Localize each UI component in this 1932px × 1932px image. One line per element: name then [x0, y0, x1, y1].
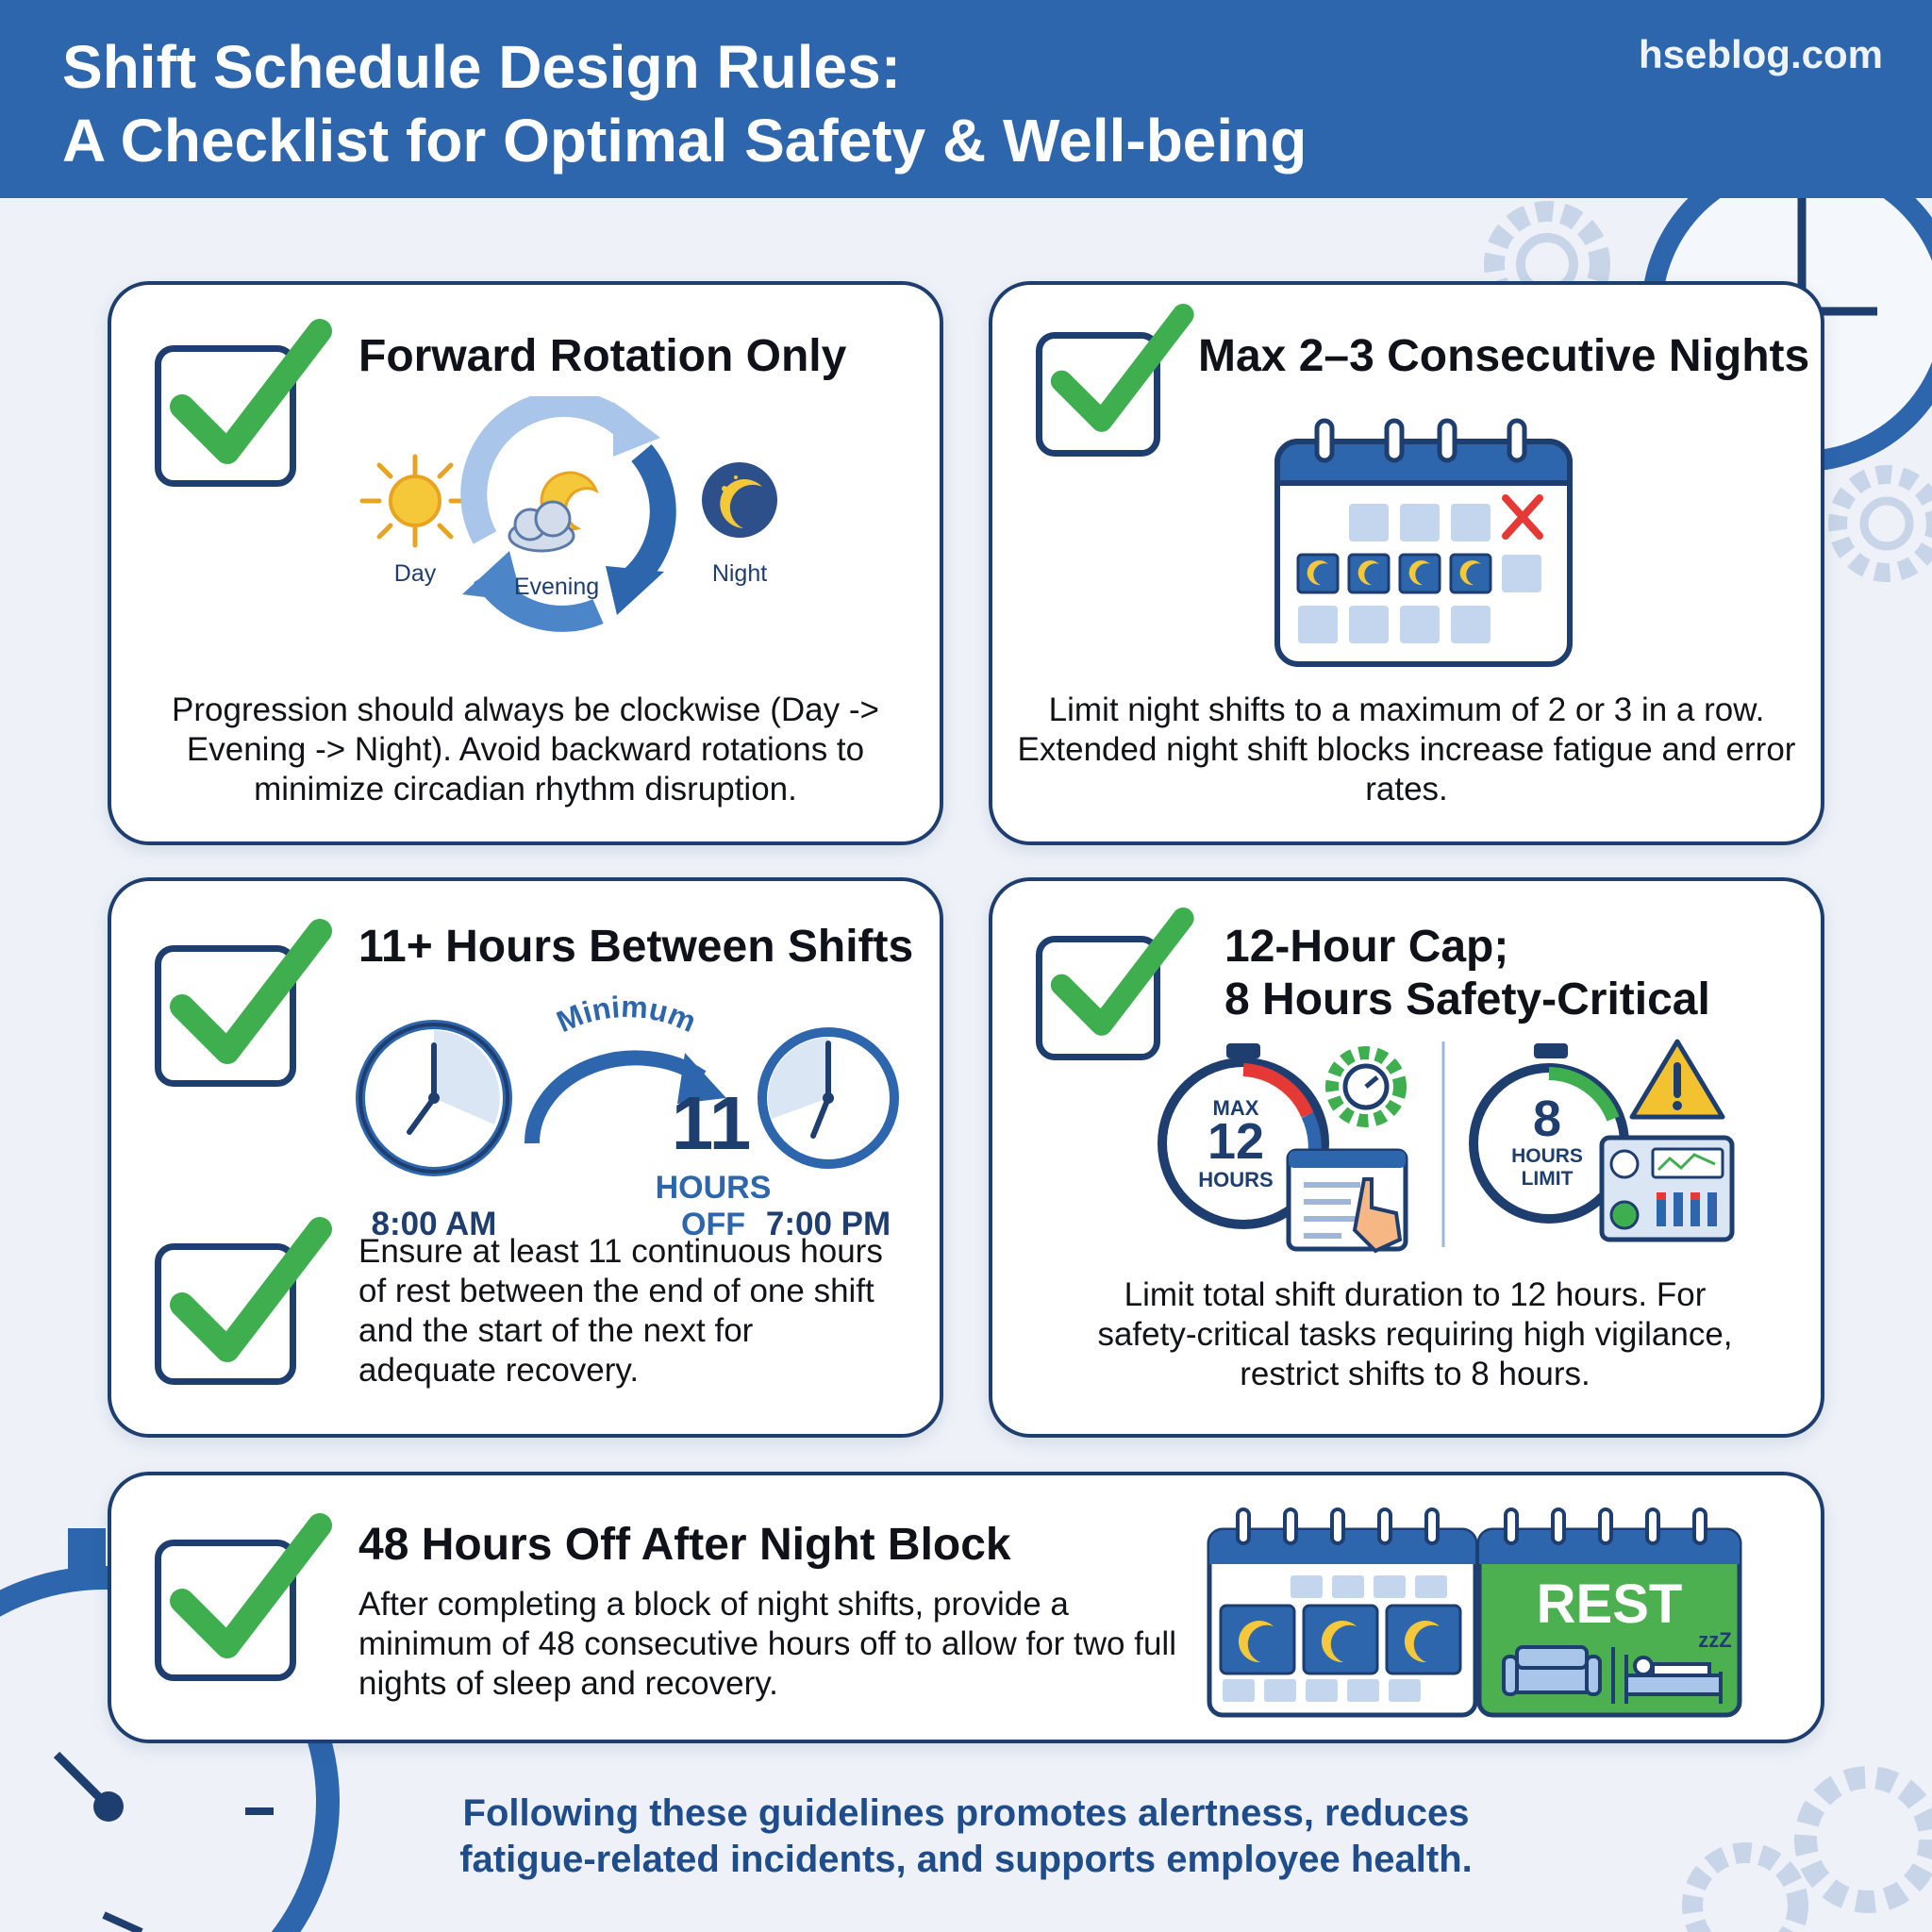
timer2-number: 8	[1532, 1091, 1562, 1147]
card-title	[1224, 921, 1710, 1026]
gear-icon	[1332, 1053, 1400, 1121]
label-day: Day	[393, 560, 437, 587]
footer-message	[283, 1790, 1649, 1883]
card-max-nights	[989, 281, 1824, 845]
checkbox	[1036, 332, 1160, 457]
label-evening: Evening	[513, 574, 600, 600]
timer2-line1: HOURS	[1511, 1145, 1583, 1167]
background-gear-icon	[1679, 1755, 1932, 1932]
sun-icon	[362, 457, 468, 545]
card-body: After completing a block of night shifts, provide a minimum of 48 consecutive hours off to allow for two full nights of sleep and recovery.	[358, 1586, 1176, 1702]
rest-calendar	[1479, 1509, 1740, 1715]
check-icon	[169, 1201, 329, 1361]
control-panel-icon	[1602, 1138, 1732, 1240]
card-hour-cap	[989, 877, 1824, 1438]
check-icon	[169, 903, 329, 1063]
arc-label: Minimum	[551, 989, 702, 1040]
hours-number: 11	[671, 1081, 752, 1165]
checkbox	[155, 945, 296, 1087]
footer-line2: fatigue-related incidents, and supports employee health.	[459, 1839, 1473, 1880]
page-title-line2: A Checklist for Optimal Safety & Well-being	[62, 107, 1307, 175]
moon-icon	[702, 462, 777, 538]
check-icon	[1050, 893, 1191, 1035]
clock-icon	[762, 1032, 894, 1164]
rotation-diagram	[343, 396, 787, 641]
hand-pointer-icon	[1289, 1151, 1406, 1251]
card-title-line1: 12-Hour Cap;	[1224, 922, 1509, 972]
rest-label: REST	[1536, 1574, 1683, 1635]
label-night: Night	[711, 560, 768, 587]
moon-icon	[1221, 1606, 1460, 1674]
brand-url[interactable]: hseblog.com	[1638, 32, 1883, 76]
check-icon	[169, 303, 329, 463]
calendar-icon	[1274, 413, 1575, 670]
checkbox	[155, 1540, 296, 1681]
card-title: Max 2–3 Consecutive Nights	[1198, 331, 1810, 381]
page-title	[62, 30, 1307, 177]
card-title: Forward Rotation Only	[358, 331, 847, 381]
card-forward-rotation	[108, 281, 943, 845]
timer1-top: MAX	[1212, 1096, 1259, 1120]
shift-limits-illustration	[1153, 1038, 1738, 1260]
check-icon	[1050, 290, 1191, 431]
page-title-line1: Shift Schedule Design Rules:	[62, 33, 902, 101]
end-time: 7:00 PM	[765, 1206, 891, 1242]
checkbox	[155, 1243, 296, 1385]
night-block-rest-illustration	[1206, 1506, 1743, 1721]
footer-line1: Following these guidelines promotes alertness, reduces	[462, 1792, 1470, 1834]
zzz-label: zzZ	[1698, 1628, 1732, 1652]
checkbox	[155, 345, 296, 487]
card-title-line2: 8 Hours Safety-Critical	[1224, 974, 1710, 1024]
check-icon	[169, 1497, 329, 1657]
checkbox	[1036, 936, 1160, 1060]
start-time: 8:00 AM	[371, 1206, 497, 1242]
card-title: 11+ Hours Between Shifts	[358, 922, 914, 972]
calendar-icon	[1209, 1509, 1475, 1715]
clock-icon	[360, 1024, 508, 1172]
cloud-moon-icon	[509, 473, 596, 551]
background-gear-icon	[1811, 453, 1932, 594]
sofa-icon	[1504, 1647, 1600, 1694]
warning-icon	[1632, 1041, 1723, 1117]
card-rest-after-nights	[108, 1472, 1824, 1743]
timer1-number: 12	[1207, 1113, 1265, 1170]
hours-label: HOURS	[655, 1170, 772, 1206]
card-hours-between	[108, 877, 943, 1438]
card-body: Limit night shifts to a maximum of 2 or 3 in a row. Extended night shift blocks increase fatigue and error rates.	[1017, 691, 1796, 808]
off-label: OFF	[681, 1207, 745, 1242]
card-body: Limit total shift duration to 12 hours. For safety-critical tasks requiring high vigilance, restrict shifts to 8 hours.	[1097, 1276, 1733, 1392]
card-title: 48 Hours Off After Night Block	[358, 1520, 1011, 1570]
card-body: Progression should always be clockwise (Day -> Evening -> Night). Avoid backward rotations to minimize circadian rhythm disruption.	[172, 691, 879, 808]
timer2-line2: LIMIT	[1521, 1168, 1574, 1190]
card-body: Ensure at least 11 continuous hours of rest between the end of one shift and the start of the next for adequate recovery.	[358, 1233, 883, 1389]
timer1-bottom: HOURS	[1198, 1168, 1274, 1191]
header-banner	[0, 0, 1932, 198]
